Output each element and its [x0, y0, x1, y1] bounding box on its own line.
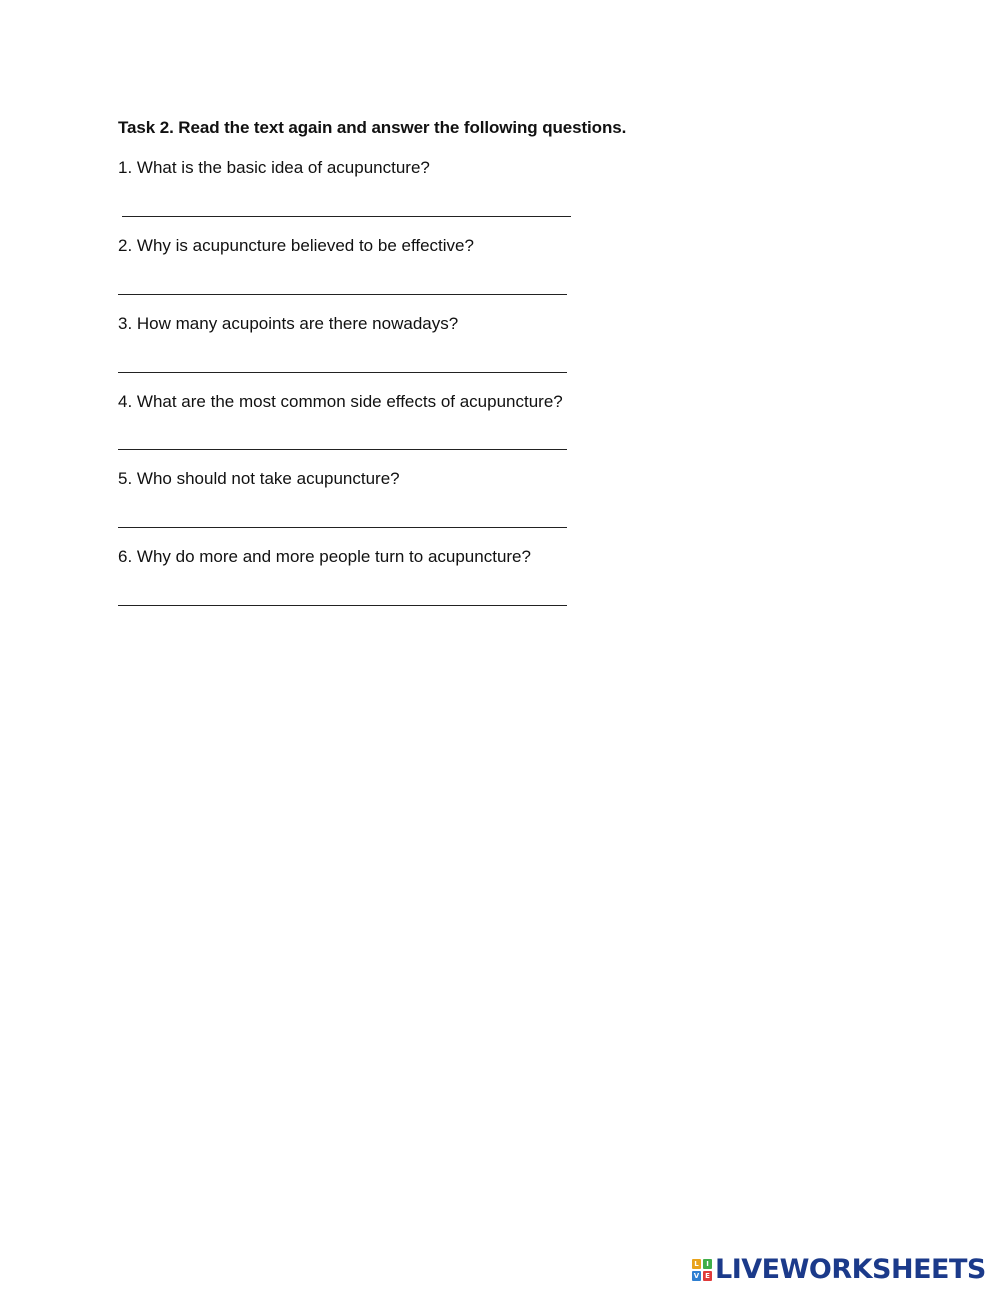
answer-line-3[interactable] [118, 372, 567, 373]
liveworksheets-logo [692, 1256, 986, 1284]
answer-line-5[interactable] [118, 527, 567, 528]
answer-line-1[interactable] [122, 216, 571, 217]
task-title: Task 2. Read the text again and answer the following questions. [118, 118, 627, 137]
question-4: 4. What are the most common side effects of acupuncture? [118, 392, 563, 411]
question-6: 6. Why do more and more people turn to acupuncture? [118, 547, 531, 566]
logo-letter-v: V [693, 1272, 700, 1280]
question-3: 3. How many acupoints are there nowadays? [118, 314, 459, 333]
question-5: 5. Who should not take acupuncture? [118, 469, 400, 488]
logo-text: LIVEWORKSHEETS [715, 1254, 986, 1285]
answer-line-2[interactable] [118, 294, 567, 295]
logo-letter-i: I [703, 1259, 712, 1269]
logo-letter-e: E [703, 1271, 712, 1281]
answer-line-6[interactable] [118, 605, 567, 606]
answer-line-4[interactable] [118, 449, 567, 450]
question-2: 2. Why is acupuncture believed to be effective? [118, 236, 474, 255]
question-1: 1. What is the basic idea of acupuncture? [118, 158, 430, 177]
liveworksheets-logo-icon [692, 1259, 712, 1281]
logo-letter-l: L [692, 1259, 701, 1269]
